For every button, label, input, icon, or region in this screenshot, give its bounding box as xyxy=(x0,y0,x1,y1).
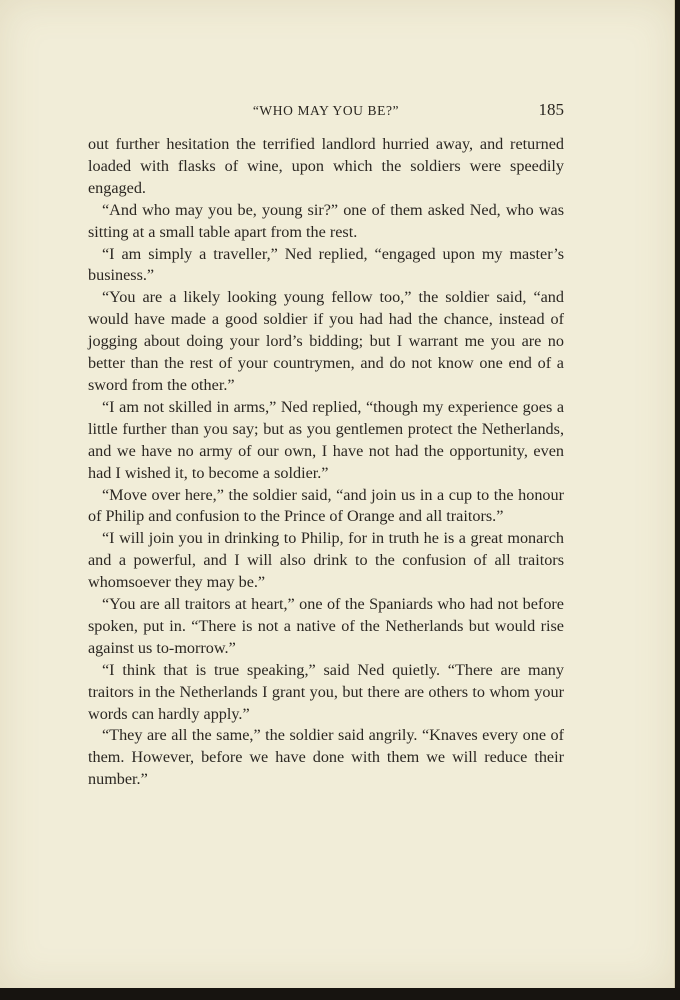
page-number: 185 xyxy=(538,100,564,119)
paragraph: “I am not skilled in arms,” Ned replied, “though my experience goes a little further than you say; but as you gentlemen protect the Netherlands, and we have no army of our own, I have not had the opportunity, even had I wished it, to become a soldier.” xyxy=(88,397,564,482)
paragraph: “And who may you be, young sir?” one of them asked Ned, who was sitting at a small table apart from the rest. xyxy=(88,200,564,241)
paragraph: “I am simply a traveller,” Ned replied, “engaged upon my master’s business.” xyxy=(88,244,564,285)
page-header xyxy=(88,100,564,126)
paragraph: “I think that is true speaking,” said Ned quietly. “There are many traitors in the Netherlands I grant you, but there are others to whom your words can hardly apply.” xyxy=(88,660,564,723)
paragraph: “They are all the same,” the soldier said angrily. “Knaves every one of them. However, before we have done with them we will reduce their number.” xyxy=(88,726,564,789)
paragraph: “I will join you in drinking to Philip, for in truth he is a great monarch and a powerful, and I will also drink to the confusion of all traitors whomsoever they may be.” xyxy=(88,529,564,592)
paragraph-continued: out further hesitation the terrified landlord hurried away, and returned loaded with flasks of wine, upon which the soldiers were speedily engaged. xyxy=(88,135,564,197)
paragraph: “You are all traitors at heart,” one of the Spaniards who had not before spoken, put in. “There is not a native of the Netherlands but would rise against us to-morrow.” xyxy=(88,595,564,657)
body-text xyxy=(88,134,564,791)
paragraph: “Move over here,” the soldier said, “and join us in a cup to the honour of Philip and confusion to the Prince of Orange and all traitors.” xyxy=(88,485,564,526)
scan-edge xyxy=(0,988,680,1000)
paragraph: “You are a likely looking young fellow too,” the soldier said, “and would have made a good soldier if you had had the chance, instead of jogging about doing your lord’s bidding; but I warrant me you are no better than the rest of your countrymen, and do not know one end of a sword from the other.” xyxy=(88,288,564,394)
running-head: “WHO MAY YOU BE?” xyxy=(252,103,400,118)
